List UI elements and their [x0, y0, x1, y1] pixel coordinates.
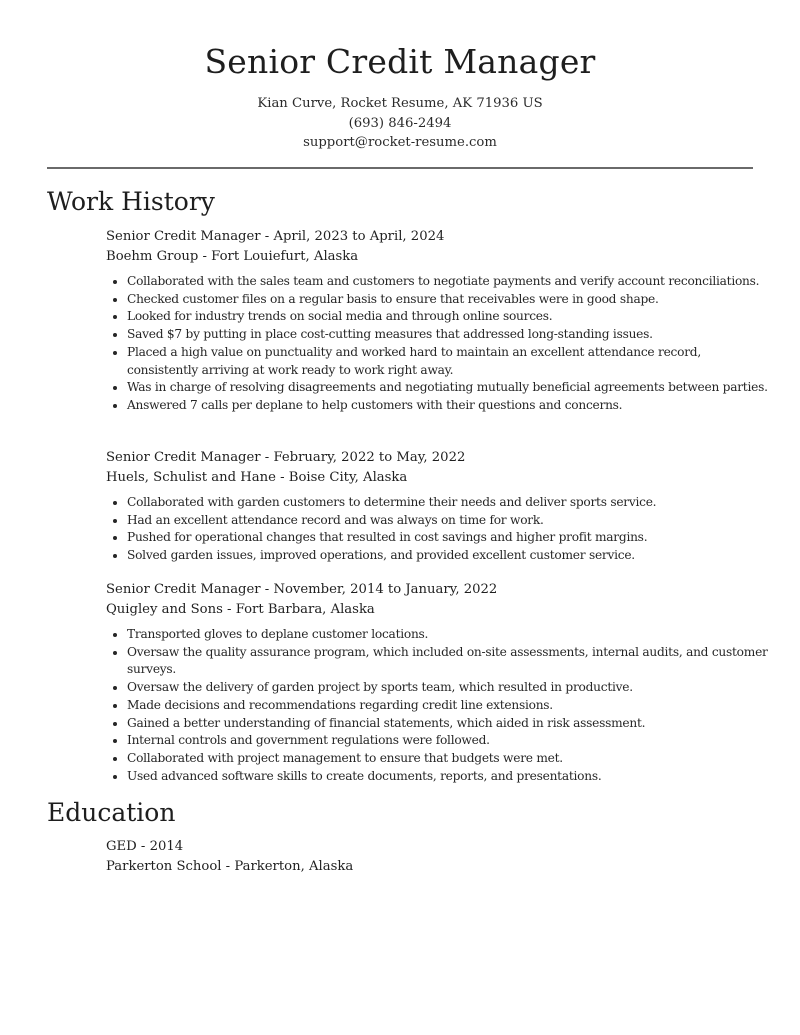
job-entry	[106, 227, 766, 415]
section-title-education: Education	[47, 798, 176, 827]
job-title-dates: Senior Credit Manager - November, 2014 to January, 2022	[106, 582, 498, 597]
bullet-item: • Was in charge of resolving disagreements and negotiating mutually beneficial agreements between parties.	[127, 379, 774, 397]
job-title-dates: Senior Credit Manager - April, 2023 to April, 2024	[106, 229, 445, 244]
education-degree-year: GED - 2014	[106, 839, 184, 854]
job-bullets	[106, 494, 774, 565]
job-company-location: Boehm Group - Fort Louiefurt, Alaska	[106, 248, 359, 264]
contact-info	[0, 94, 800, 153]
resume-header	[0, 0, 800, 153]
bullet-item: • Solved garden issues, improved operations, and provided excellent customer service.	[127, 547, 774, 565]
job-entry	[106, 580, 766, 785]
bullet-item: • Collaborated with project management to ensure that budgets were met.	[127, 750, 774, 768]
section-title-work-history: Work History	[47, 187, 215, 216]
bullet-item: • Made decisions and recommendations regarding credit line extensions.	[127, 697, 774, 715]
bullet-item: • Oversaw the delivery of garden project by sports team, which resulted in productive.	[127, 679, 774, 697]
bullet-item: • Collaborated with the sales team and customers to negotiate payments and verify account reconciliations.	[127, 273, 774, 291]
job-bullets	[106, 626, 774, 785]
bullet-item: • Saved $7 by putting in place cost-cutting measures that addressed long-standing issues.	[127, 326, 774, 344]
header-divider	[47, 167, 753, 169]
bullet-item: • Answered 7 calls per deplane to help customers with their questions and concerns.	[127, 397, 774, 415]
bullet-item: • Used advanced software skills to create documents, reports, and presentations.	[127, 768, 774, 786]
bullet-item: • Checked customer files on a regular basis to ensure that receivables were in good shape.	[127, 291, 774, 309]
resume-title: Senior Credit Manager	[204, 42, 596, 81]
education-entry	[106, 837, 766, 876]
bullet-item: • Gained a better understanding of financial statements, which aided in risk assessment.	[127, 715, 774, 733]
bullet-item: • Looked for industry trends on social media and through online sources.	[127, 308, 774, 326]
job-company-location: Huels, Schulist and Hane - Boise City, Alaska	[106, 469, 408, 485]
bullet-item: • Oversaw the quality assurance program, which included on-site assessments, internal audits, and customer surveys.	[127, 644, 774, 679]
job-company-location: Quigley and Sons - Fort Barbara, Alaska	[106, 601, 375, 617]
bullet-item: • Collaborated with garden customers to determine their needs and deliver sports service.	[127, 494, 774, 512]
bullet-item: • Had an excellent attendance record and was always on time for work.	[127, 512, 774, 530]
education-school-location: Parkerton School - Parkerton, Alaska	[106, 858, 354, 874]
contact-address: Kian Curve, Rocket Resume, AK 71936 US	[257, 96, 543, 111]
job-bullets	[106, 273, 774, 415]
job-title-dates: Senior Credit Manager - February, 2022 to May, 2022	[106, 450, 466, 465]
bullet-item: • Pushed for operational changes that resulted in cost savings and higher profit margins.	[127, 529, 774, 547]
bullet-item: • Transported gloves to deplane customer locations.	[127, 626, 774, 644]
bullet-item: • Placed a high value on punctuality and worked hard to maintain an excellent attendance record, consistently arriving at work ready to work right away.	[127, 344, 774, 379]
contact-phone: (693) 846-2494	[348, 115, 452, 131]
contact-email: support@rocket-resume.com	[303, 135, 497, 150]
bullet-item: • Internal controls and government regulations were followed.	[127, 732, 774, 750]
job-entry	[106, 448, 766, 565]
